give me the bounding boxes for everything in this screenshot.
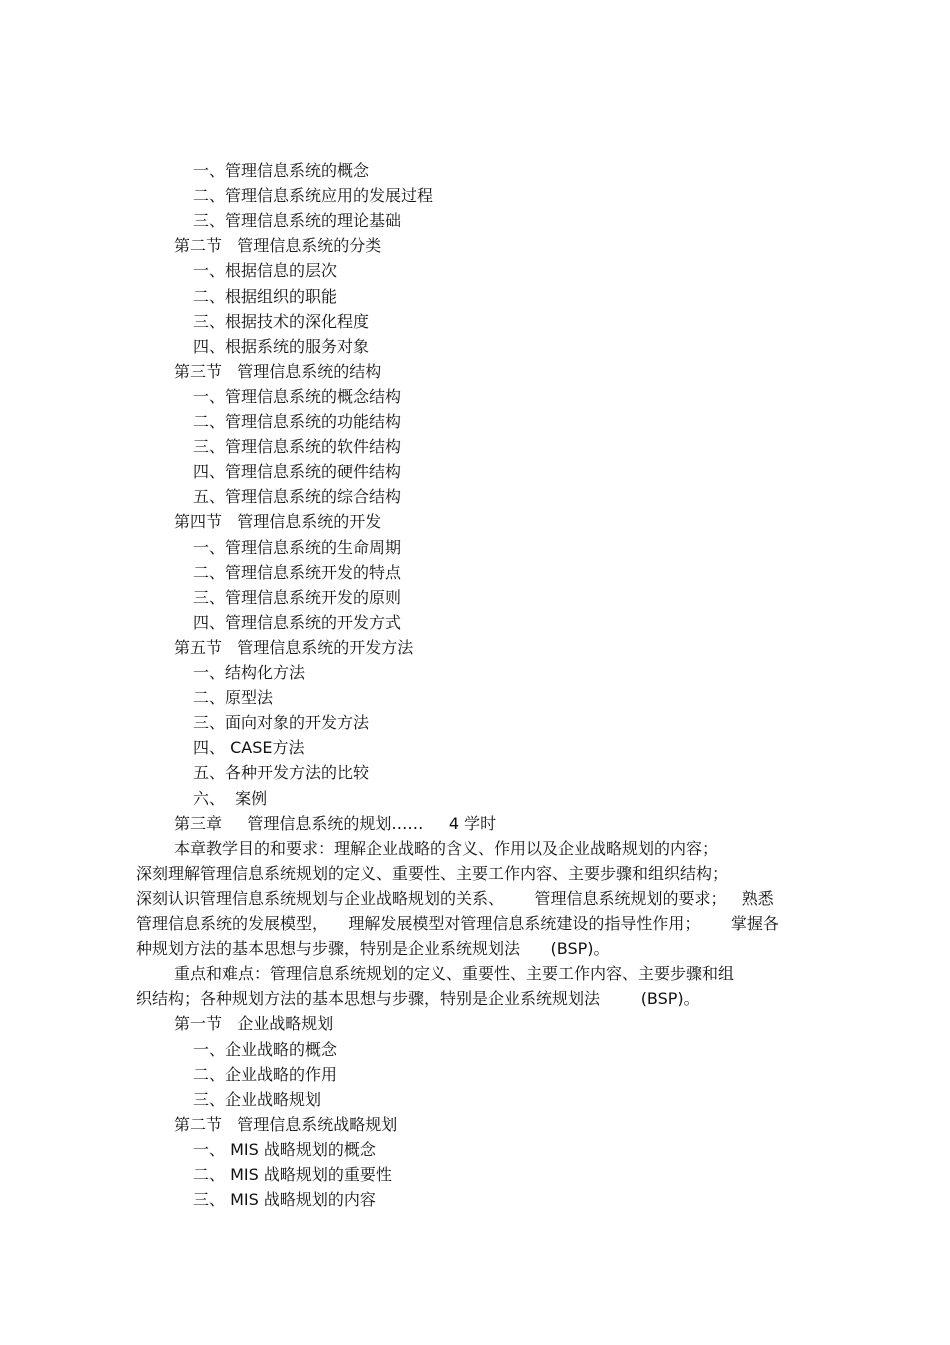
- text-line: 二、管理信息系统应用的发展过程: [193, 186, 434, 206]
- text-line: 种规划方法的基本思想与步骤，特别是企业系统规划法 (BSP)。: [136, 939, 610, 959]
- text-line: 一、管理信息系统的概念: [193, 161, 370, 180]
- text-line: 二、原型法: [193, 688, 274, 708]
- text-line: 一、管理信息系统的概念结构: [193, 386, 402, 406]
- text-line: 五、各种开发方法的比较: [193, 763, 370, 783]
- text-line: 四、管理信息系统的开发方式: [193, 612, 402, 632]
- text-line: 深刻理解管理信息系统规划的定义、重要性、主要工作内容、主要步骤和组织结构；: [136, 863, 729, 883]
- text-line: 三、面向对象的开发方法: [193, 713, 370, 733]
- text-line: 二、管理信息系统的功能结构: [193, 412, 402, 431]
- text-line: 三、企业战略规划: [193, 1089, 322, 1109]
- text-line: 第五节 管理信息系统的开发方法: [174, 637, 414, 657]
- text-line: 三、管理信息系统开发的原则: [193, 587, 402, 607]
- text-line: 一、管理信息系统的生命周期: [193, 537, 402, 557]
- text-line: 管理信息系统的发展模型， 理解发展模型对管理信息系统建设的指导性作用； 掌握各: [136, 914, 779, 933]
- text-line: 二、管理信息系统开发的特点: [193, 562, 402, 582]
- text-line: 第二节 管理信息系统的分类: [174, 236, 382, 256]
- text-line: 本章教学目的和要求：理解企业战略的含义、作用以及企业战略规划的内容；: [174, 838, 719, 858]
- text-line: 深刻认识管理信息系统规划与企业战略规划的关系、 管理信息系统规划的要求； 熟悉: [136, 888, 774, 908]
- text-line: 一、 MIS 战略规划的概念: [193, 1139, 376, 1159]
- text-line: 四、 CASE方法: [193, 738, 305, 758]
- text-line: 三、管理信息系统的理论基础: [193, 211, 402, 231]
- text-line: 三、 MIS 战略规划的内容: [193, 1190, 376, 1210]
- text-line: 第三节 管理信息系统的结构: [174, 361, 382, 381]
- text-line: 五、管理信息系统的综合结构: [193, 487, 402, 507]
- text-line: 重点和难点：管理信息系统规划的定义、重要性、主要工作内容、主要步骤和组: [174, 964, 735, 984]
- text-line: 四、根据系统的服务对象: [193, 336, 370, 356]
- text-line: 织结构；各种规划方法的基本思想与步骤，特别是企业系统规划法 (BSP)。: [136, 989, 700, 1009]
- text-line: 第三章 管理信息系统的规划…… 4 学时: [174, 813, 497, 833]
- text-line: 一、根据信息的层次: [193, 261, 338, 281]
- text-line: 四、管理信息系统的硬件结构: [193, 462, 402, 482]
- text-line: 三、根据技术的深化程度: [193, 311, 370, 331]
- text-line: 第四节 管理信息系统的开发: [174, 512, 382, 532]
- text-line: 二、根据组织的职能: [193, 286, 338, 306]
- text-line: 第二节 管理信息系统战略规划: [174, 1114, 398, 1134]
- text-line: 一、企业战略的概念: [193, 1039, 338, 1059]
- text-line: 三、管理信息系统的软件结构: [193, 437, 402, 457]
- text-line: 二、企业战略的作用: [193, 1064, 338, 1084]
- text-line: 一、结构化方法: [193, 663, 306, 682]
- text-line: 第一节 企业战略规划: [174, 1014, 334, 1034]
- text-line: 二、 MIS 战略规划的重要性: [193, 1165, 392, 1184]
- text-line: 六、 案例: [193, 788, 268, 808]
